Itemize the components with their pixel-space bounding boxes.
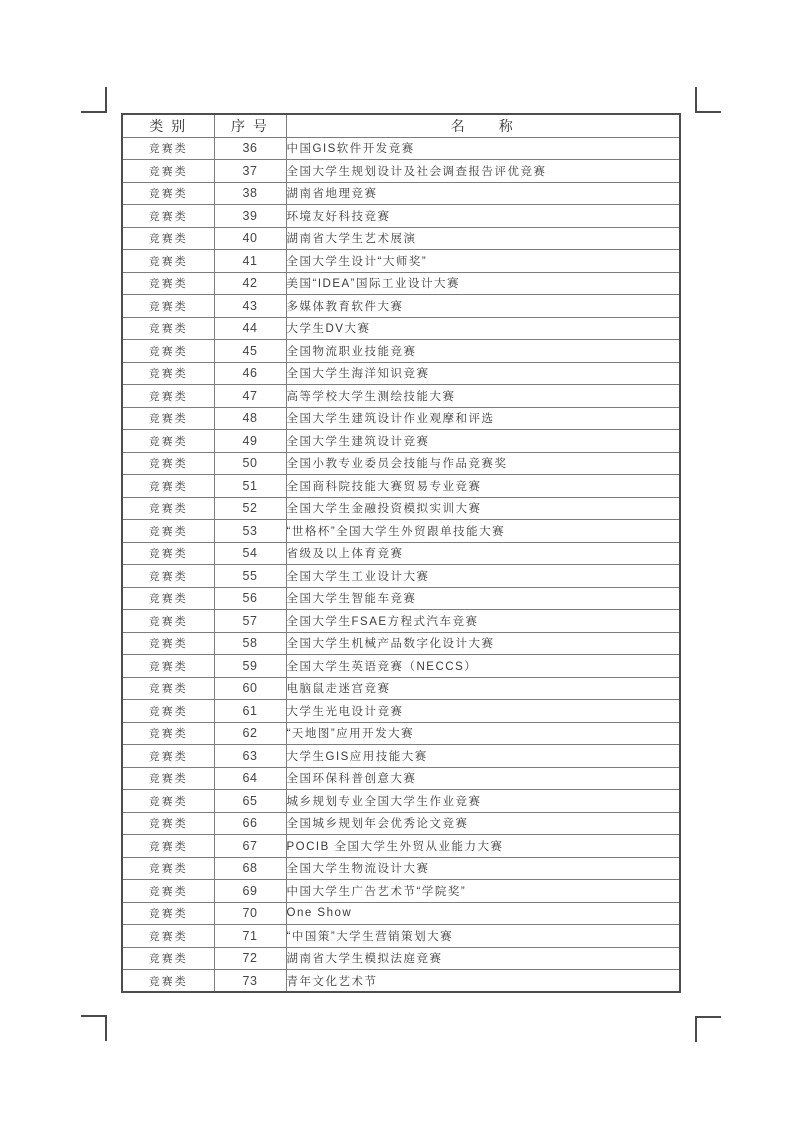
index-cell: 72 — [214, 947, 286, 970]
header-row — [122, 114, 680, 137]
index-cell: 36 — [214, 137, 286, 160]
index-cell: 38 — [214, 182, 286, 205]
name-cell: 高等学校大学生测绘技能大赛 — [286, 385, 680, 408]
name-cell: 青年文化艺术节 — [286, 970, 680, 993]
index-cell: 41 — [214, 250, 286, 273]
table-row — [122, 227, 680, 250]
index-cell: 61 — [214, 700, 286, 723]
index-cell: 56 — [214, 587, 286, 610]
name-cell: 电脑鼠走迷宫竞赛 — [286, 677, 680, 700]
name-cell: 美国“IDEA”国际工业设计大赛 — [286, 272, 680, 295]
category-cell: 竞赛类 — [122, 520, 214, 543]
table-row — [122, 767, 680, 790]
name-cell: “中国策”大学生营销策划大赛 — [286, 925, 680, 948]
table-row — [122, 137, 680, 160]
header-cell-index: 序 号 — [214, 114, 286, 137]
table-row — [122, 880, 680, 903]
index-cell: 70 — [214, 902, 286, 925]
index-cell: 43 — [214, 295, 286, 318]
category-cell: 竞赛类 — [122, 362, 214, 385]
category-cell: 竞赛类 — [122, 227, 214, 250]
table-row — [122, 520, 680, 543]
index-cell: 62 — [214, 722, 286, 745]
index-cell: 57 — [214, 610, 286, 633]
category-cell: 竞赛类 — [122, 205, 214, 228]
index-cell: 44 — [214, 317, 286, 340]
category-cell: 竞赛类 — [122, 452, 214, 475]
table-row — [122, 362, 680, 385]
index-cell: 40 — [214, 227, 286, 250]
index-cell: 67 — [214, 835, 286, 858]
category-cell: 竞赛类 — [122, 947, 214, 970]
category-cell: 竞赛类 — [122, 632, 214, 655]
table-row — [122, 385, 680, 408]
name-cell: 环境友好科技竞赛 — [286, 205, 680, 228]
header-cell-name: 名 称 — [286, 114, 680, 137]
category-cell: 竞赛类 — [122, 790, 214, 813]
category-cell: 竞赛类 — [122, 182, 214, 205]
index-cell: 39 — [214, 205, 286, 228]
header-cell-category: 类 别 — [122, 114, 214, 137]
index-cell: 51 — [214, 475, 286, 498]
category-cell: 竞赛类 — [122, 295, 214, 318]
table-row — [122, 632, 680, 655]
name-cell: 全国大学生金融投资模拟实训大赛 — [286, 497, 680, 520]
name-cell: 全国大学生海洋知识竞赛 — [286, 362, 680, 385]
name-cell: 全国大学生建筑设计竞赛 — [286, 430, 680, 453]
index-cell: 45 — [214, 340, 286, 363]
name-cell: 湖南省地理竞赛 — [286, 182, 680, 205]
index-cell: 47 — [214, 385, 286, 408]
table-row — [122, 497, 680, 520]
index-cell: 66 — [214, 812, 286, 835]
category-cell: 竞赛类 — [122, 497, 214, 520]
index-cell: 60 — [214, 677, 286, 700]
table-row — [122, 812, 680, 835]
name-cell: 全国小教专业委员会技能与作品竞赛奖 — [286, 452, 680, 475]
table-row — [122, 610, 680, 633]
category-cell: 竞赛类 — [122, 880, 214, 903]
name-cell: 多媒体教育软件大赛 — [286, 295, 680, 318]
table-row — [122, 542, 680, 565]
name-cell: 全国城乡规划年会优秀论文竞赛 — [286, 812, 680, 835]
table-row — [122, 205, 680, 228]
table-row — [122, 182, 680, 205]
table-row — [122, 947, 680, 970]
category-cell: 竞赛类 — [122, 340, 214, 363]
category-cell: 竞赛类 — [122, 677, 214, 700]
name-cell: 全国大学生FSAE方程式汽车竞赛 — [286, 610, 680, 633]
name-cell: 大学生光电设计竞赛 — [286, 700, 680, 723]
category-cell: 竞赛类 — [122, 160, 214, 183]
table-row — [122, 835, 680, 858]
index-cell: 55 — [214, 565, 286, 588]
index-cell: 49 — [214, 430, 286, 453]
table-row — [122, 745, 680, 768]
category-cell: 竞赛类 — [122, 385, 214, 408]
category-cell: 竞赛类 — [122, 700, 214, 723]
crop-mark-top-left — [81, 87, 107, 113]
index-cell: 64 — [214, 767, 286, 790]
crop-mark-top-right — [695, 87, 721, 113]
name-cell: 全国大学生建筑设计作业观摩和评选 — [286, 407, 680, 430]
name-cell: 大学生DV大赛 — [286, 317, 680, 340]
table-row — [122, 925, 680, 948]
table-row — [122, 700, 680, 723]
category-cell: 竞赛类 — [122, 587, 214, 610]
category-cell: 竞赛类 — [122, 565, 214, 588]
name-cell: 全国大学生物流设计大赛 — [286, 857, 680, 880]
table-row — [122, 565, 680, 588]
index-cell: 50 — [214, 452, 286, 475]
name-cell: 中国大学生广告艺术节“学院奖” — [286, 880, 680, 903]
index-cell: 42 — [214, 272, 286, 295]
name-cell: 全国物流职业技能竞赛 — [286, 340, 680, 363]
table-row — [122, 430, 680, 453]
category-cell: 竞赛类 — [122, 925, 214, 948]
crop-mark-bottom-left — [81, 1015, 107, 1041]
name-cell: “天地图”应用开发大赛 — [286, 722, 680, 745]
table-row — [122, 790, 680, 813]
name-cell: 全国大学生智能车竞赛 — [286, 587, 680, 610]
table-row — [122, 160, 680, 183]
name-cell: 全国商科院技能大赛贸易专业竞赛 — [286, 475, 680, 498]
name-cell: 中国GIS软件开发竞赛 — [286, 137, 680, 160]
category-cell: 竞赛类 — [122, 722, 214, 745]
table-row — [122, 452, 680, 475]
index-cell: 52 — [214, 497, 286, 520]
name-cell: 城乡规划专业全国大学生作业竞赛 — [286, 790, 680, 813]
table-row — [122, 317, 680, 340]
name-cell: 湖南省大学生艺术展演 — [286, 227, 680, 250]
name-cell: POCIB 全国大学生外贸从业能力大赛 — [286, 835, 680, 858]
index-cell: 46 — [214, 362, 286, 385]
category-cell: 竞赛类 — [122, 835, 214, 858]
table-row — [122, 722, 680, 745]
name-cell: 全国大学生设计“大师奖” — [286, 250, 680, 273]
index-cell: 68 — [214, 857, 286, 880]
index-cell: 73 — [214, 970, 286, 993]
crop-mark-bottom-right — [695, 1016, 721, 1042]
index-cell: 69 — [214, 880, 286, 903]
table-row — [122, 970, 680, 993]
name-cell: 省级及以上体育竞赛 — [286, 542, 680, 565]
index-cell: 65 — [214, 790, 286, 813]
table-row — [122, 677, 680, 700]
competition-table — [121, 113, 681, 993]
category-cell: 竞赛类 — [122, 767, 214, 790]
table-row — [122, 295, 680, 318]
index-cell: 58 — [214, 632, 286, 655]
category-cell: 竞赛类 — [122, 857, 214, 880]
category-cell: 竞赛类 — [122, 137, 214, 160]
category-cell: 竞赛类 — [122, 407, 214, 430]
table-row — [122, 407, 680, 430]
index-cell: 53 — [214, 520, 286, 543]
table-row — [122, 857, 680, 880]
table-row — [122, 272, 680, 295]
name-cell: 全国大学生机械产品数字化设计大赛 — [286, 632, 680, 655]
category-cell: 竞赛类 — [122, 317, 214, 340]
category-cell: 竞赛类 — [122, 970, 214, 993]
name-cell: One Show — [286, 902, 680, 925]
index-cell: 59 — [214, 655, 286, 678]
category-cell: 竞赛类 — [122, 902, 214, 925]
name-cell: 全国大学生工业设计大赛 — [286, 565, 680, 588]
name-cell: 大学生GIS应用技能大赛 — [286, 745, 680, 768]
table-row — [122, 655, 680, 678]
category-cell: 竞赛类 — [122, 655, 214, 678]
category-cell: 竞赛类 — [122, 475, 214, 498]
index-cell: 54 — [214, 542, 286, 565]
index-cell: 48 — [214, 407, 286, 430]
table-row — [122, 475, 680, 498]
name-cell: “世格杯”全国大学生外贸跟单技能大赛 — [286, 520, 680, 543]
table-header — [122, 114, 680, 137]
category-cell: 竞赛类 — [122, 430, 214, 453]
category-cell: 竞赛类 — [122, 542, 214, 565]
index-cell: 71 — [214, 925, 286, 948]
index-cell: 63 — [214, 745, 286, 768]
table-row — [122, 587, 680, 610]
category-cell: 竞赛类 — [122, 745, 214, 768]
index-cell: 37 — [214, 160, 286, 183]
name-cell: 全国大学生英语竞赛（NECCS） — [286, 655, 680, 678]
table-body — [122, 137, 680, 992]
name-cell: 全国环保科普创意大赛 — [286, 767, 680, 790]
name-cell: 全国大学生规划设计及社会调查报告评优竞赛 — [286, 160, 680, 183]
category-cell: 竞赛类 — [122, 812, 214, 835]
table-row — [122, 250, 680, 273]
table-row — [122, 340, 680, 363]
table-row — [122, 902, 680, 925]
category-cell: 竞赛类 — [122, 610, 214, 633]
category-cell: 竞赛类 — [122, 250, 214, 273]
name-cell: 湖南省大学生模拟法庭竞赛 — [286, 947, 680, 970]
category-cell: 竞赛类 — [122, 272, 214, 295]
